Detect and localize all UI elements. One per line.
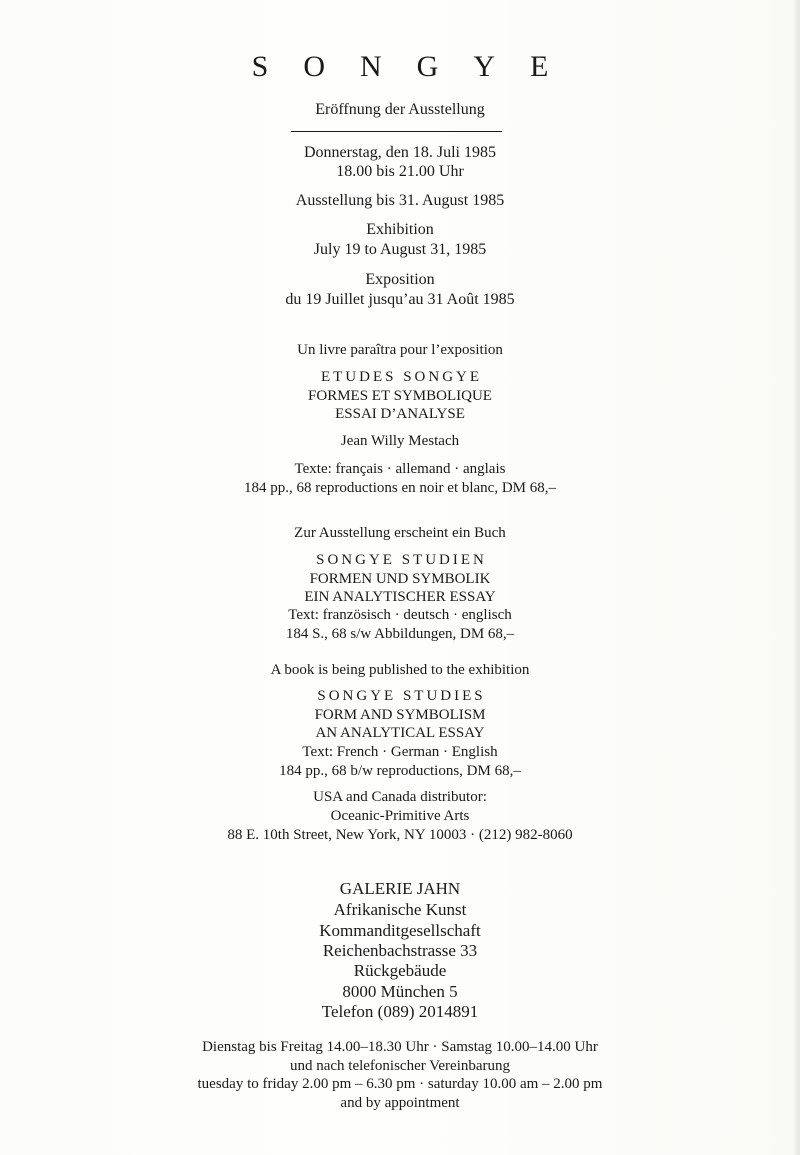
- book-en-languages: Text: French · German · English: [302, 744, 498, 760]
- distributor-address: 88 E. 10th Street, New York, NY 10003 · (212) 982-8060: [227, 827, 573, 843]
- gallery-name: GALERIE JAHN: [339, 879, 461, 898]
- opening-heading: Eröffnung der Ausstellung: [315, 101, 485, 118]
- book-de-intro: Zur Ausstellung erscheint ein Buch: [294, 525, 506, 541]
- book-de-title: SONGYE STUDIEN: [316, 552, 487, 568]
- book-de-subtitle-2: EIN ANALYTISCHER ESSAY: [304, 589, 496, 605]
- book-de-subtitle: FORMEN UND SYMBOLIK: [309, 571, 491, 587]
- distributor-label: USA and Canada distributor:: [313, 789, 487, 805]
- hours-de: Dienstag bis Freitag 14.00–18.30 Uhr · Samstag 10.00–14.00 Uhr: [202, 1039, 598, 1055]
- gallery-line-1: Afrikanische Kunst: [333, 900, 467, 919]
- book-fr-languages: Texte: français · allemand · anglais: [294, 461, 506, 477]
- exhibition-dates-fr: du 19 Juillet jusqu’au 31 Août 1985: [285, 291, 515, 308]
- book-en-title: SONGYE STUDIES: [317, 688, 486, 704]
- book-de-languages: Text: französisch · deutsch · englisch: [288, 607, 512, 623]
- opening-time: 18.00 bis 21.00 Uhr: [336, 163, 464, 180]
- gallery-city: 8000 München 5: [342, 982, 458, 1001]
- book-author: Jean Willy Mestach: [340, 433, 460, 449]
- gallery-street: Reichenbachstrasse 33: [322, 941, 478, 960]
- hours-en: tuesday to friday 2.00 pm – 6.30 pm · saturday 10.00 am – 2.00 pm: [197, 1076, 603, 1092]
- book-fr-intro: Un livre paraîtra pour l’exposition: [297, 342, 503, 358]
- gallery-line-2: Kommanditgesellschaft: [319, 921, 481, 940]
- distributor-name: Oceanic-Primitive Arts: [330, 808, 470, 824]
- gallery-phone: Telefon (089) 2014891: [321, 1002, 479, 1021]
- gallery-building: Rückgebäude: [353, 961, 447, 980]
- heading-rule: [291, 131, 502, 132]
- book-en-details: 184 pp., 68 b/w reproductions, DM 68,–: [279, 763, 521, 779]
- exhibition-label-en: Exhibition: [366, 221, 434, 238]
- hours-en-appointment: and by appointment: [340, 1095, 460, 1111]
- book-en-intro: A book is being published to the exhibition: [270, 662, 530, 678]
- book-de-details: 184 S., 68 s/w Abbildungen, DM 68,–: [285, 626, 515, 642]
- book-fr-title: ETUDES SONGYE: [320, 369, 483, 385]
- exhibition-label-fr: Exposition: [365, 271, 435, 288]
- exhibition-dates-en: July 19 to August 31, 1985: [313, 241, 487, 258]
- book-en-subtitle: FORM AND SYMBOLISM: [314, 707, 486, 723]
- book-fr-subtitle-2: ESSAI D’ANALYSE: [335, 406, 465, 422]
- opening-date: Donnerstag, den 18. Juli 1985: [304, 144, 496, 161]
- book-fr-subtitle: FORMES ET SYMBOLIQUE: [308, 388, 492, 404]
- page-title: SONGYE: [251, 50, 584, 83]
- hours-de-appointment: und nach telefonischer Vereinbarung: [289, 1058, 511, 1074]
- book-en-subtitle-2: AN ANALYTICAL ESSAY: [315, 725, 485, 741]
- book-fr-details: 184 pp., 68 reproductions en noir et blanc, DM 68,–: [243, 480, 557, 496]
- exhibition-until-de: Ausstellung bis 31. August 1985: [295, 192, 505, 209]
